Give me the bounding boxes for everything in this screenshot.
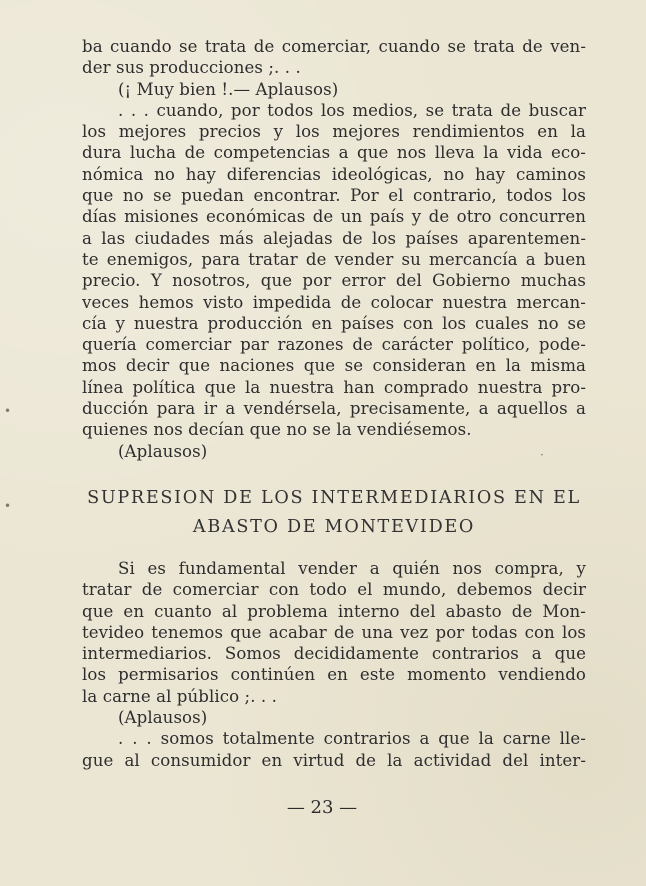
text-line: tratar de comerciar con todo el mundo, debemos decir [82,580,586,600]
applause-note: (¡ Muy bien !.— Aplausos) [118,79,339,99]
text-line: los mejores precios y los mejores rendimientos en la [82,122,586,142]
text-line: dura lucha de competencias a que nos lleva la vida eco- [82,143,586,163]
text-line: tevideo tenemos que acabar de una vez por todas con los [82,622,586,642]
text-line: cía y nuestra producción en países con los cuales no se [82,313,586,333]
section-heading [82,484,586,542]
text-line: ducción para ir a vendérsela, precisamente, a aquellos a [82,399,586,419]
body-text-top [82,36,586,462]
text-line: quienes nos decían que no se la vendiésemos. [82,420,472,440]
margin-speck-mark: · [540,448,544,462]
heading-line: ABASTO DE MONTEVIDEO [192,517,476,537]
text-line: quería comerciar par razones de carácter político, pode- [82,335,586,355]
text-line: la carne al público ;. . . [82,686,277,706]
text-line: línea política que la nuestra han comprado nuestra pro- [82,377,586,397]
text-line: nómica no hay diferencias ideológicas, no hay caminos [82,164,586,184]
text-line: que no se puedan encontrar. Por el contrario, todos los [82,186,586,206]
text-line: te enemigos, para tratar de vender su mercancía a buen [82,249,586,269]
text-line: veces hemos visto impedida de colocar nuestra mercan- [82,292,586,312]
text-line: . . . somos totalmente contrarios a que la carne lle- [118,729,586,749]
text-line: precio. Y nosotros, que por error del Gobierno muchas [82,271,586,291]
text-line: ba cuando se trata de comerciar, cuando se trata de ven- [82,37,586,56]
margin-speck-mark: • [4,404,12,418]
applause-note: (Aplausos) [118,708,208,728]
body-text-bottom [82,558,586,771]
text-line: intermediarios. Somos decididamente contrarios a que [82,644,586,664]
text-line: que en cuanto al problema interno del abasto de Mon- [82,601,586,621]
page-number: — 23 — [286,797,358,818]
text-line: a las ciudades más alejadas de los países aparentemen- [82,228,586,248]
text-line: días misiones económicas de un país y de otro concurren [82,207,586,227]
text-line: los permisarios continúen en este momento vendiendo [82,665,586,685]
heading-line: SUPRESION DE LOS INTERMEDIARIOS EN EL [87,488,581,508]
text-line: gue al consumidor en virtud de la actividad del inter- [82,750,586,770]
margin-speck-mark: • [4,499,12,513]
text-line: der sus producciones ;. . . [82,58,301,78]
text-line: Si es fundamental vender a quién nos compra, y [118,559,586,578]
text-line: . . . cuando, por todos los medios, se trata de buscar [118,100,586,120]
text-line: mos decir que naciones que se consideran en la misma [82,356,586,376]
applause-note: (Aplausos) [118,441,208,461]
